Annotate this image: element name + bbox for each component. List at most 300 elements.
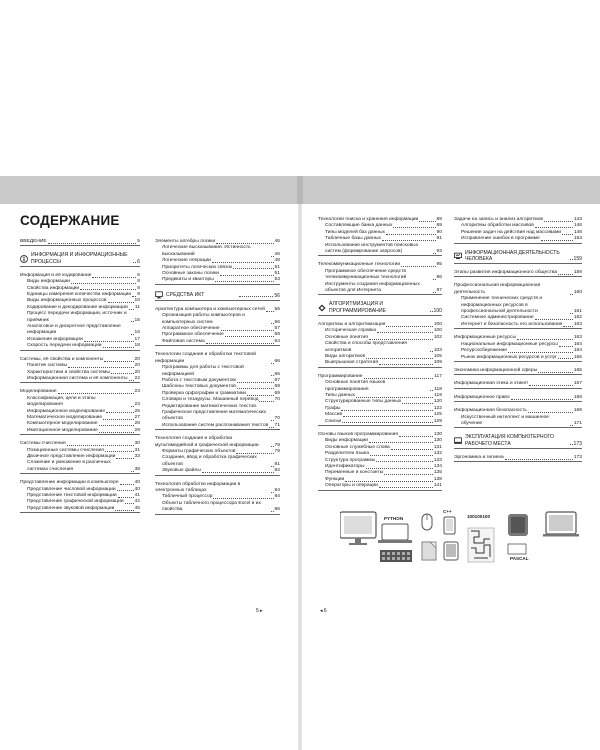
entry-title: Массив [325,412,343,418]
entry-title: Рынок информационных ресурсов и услуг [461,354,557,360]
entry-page: 56 [274,306,280,312]
leader-dots [558,274,573,275]
entry-page: 167 [573,381,582,387]
entry-title: Экономика информационной сферы [454,367,538,373]
entry-title: Технологии поиска и хранения информации [318,217,419,222]
entry-page: 25 [134,408,140,414]
chapter-title: СРЕДСТВА ИКТ [166,291,205,298]
entry-title: Единицы измерения количества информации [27,292,132,298]
entry-title: Сложение и умножение в различных системах счисления [27,460,111,472]
monitor-illustration [340,512,376,545]
leader-dots [118,497,134,498]
entry-page: 67 [274,377,280,383]
entry-page: 6 [137,272,140,278]
leader-dots [379,487,433,488]
leader-dots [562,234,573,235]
leader-dots [111,373,134,374]
entry-title: Использование систем распознавания текстов [162,422,269,428]
entry-page: 125 [433,412,442,418]
entry-title: Основные понятия языков программирования [325,380,386,392]
leader-dots [120,484,134,485]
entry-title: Создание, ввод и обработка графических объектов [162,455,257,467]
leader-dots [376,461,433,462]
entry-page: 161 [573,309,582,315]
toc-chapter-heading [20,252,140,266]
illustration-strip [340,508,585,603]
toc-subentry[interactable] [20,396,140,409]
entry-title: Исправление ошибок в программе [461,236,540,242]
leader-dots [570,313,573,314]
entry-page: 90 [436,229,442,235]
entry-page: 46 [274,239,280,244]
entry-page: 119 [434,392,442,398]
entry-title: Словари и тезаурусы. Машинный перевод [162,397,259,403]
workplace-chapter-icon [454,437,462,445]
info-chapter-icon [20,255,28,263]
entry-title: Кодирование и декодирование информации [27,304,128,310]
entry-title: Представление звуковой информации [27,505,115,511]
toc-chapter-heading [454,250,582,264]
toc-subentry[interactable] [454,322,582,329]
leader-dots [433,253,436,254]
entry-title: Национальные информационные ресурсы [461,341,558,347]
toc-section [454,408,582,428]
leader-dots [341,410,432,411]
toc-section-entry[interactable] [454,270,582,277]
book-fold [298,204,302,750]
entry-title: Математическое моделирование [27,414,103,420]
chapter-page: 159 [573,255,582,262]
python-laptop-illustration [378,516,412,562]
toc-subentry[interactable] [318,269,442,282]
leader-dots [528,412,573,413]
toc-subentry[interactable] [454,355,582,362]
toc-subentry[interactable] [155,468,280,475]
toc-subentry[interactable] [155,313,280,326]
toc-section [318,262,442,295]
entry-page: 159 [573,270,582,276]
toc-section-entry[interactable] [20,239,140,246]
toc-chapter-heading [318,301,442,315]
toc-subentry[interactable] [20,428,140,435]
entry-page: 79 [274,448,280,454]
leader-dots [247,395,274,396]
leader-dots [558,358,573,359]
entry-title: Табличный процессор [162,494,213,500]
leader-dots [202,472,274,473]
entry-title: Проверка орфографии и грамматики [162,390,247,396]
toc-section [318,322,442,368]
leader-dots [99,432,134,433]
toc-subentry[interactable] [454,415,582,429]
entry-page: 23 [134,389,140,395]
toc-subentry[interactable] [155,404,280,423]
toc-section [454,395,582,402]
leader-dots [370,455,433,456]
binary-label: 100100100 [467,514,490,519]
leader-dots [131,321,134,322]
toc-section-entry[interactable] [454,395,582,402]
entry-page: 59 [274,332,280,338]
toc-column-1 [20,239,140,519]
leader-dots [535,227,573,228]
leader-dots [430,390,433,391]
entry-title: Задачи на запись и анализ алгоритмов [454,217,544,222]
leader-dots [517,339,573,340]
entry-title: Эргономика и гигиена [454,454,504,460]
entry-page: 69 [274,390,280,396]
entry-title: Виды информации [27,279,70,285]
entry-page: 143 [573,217,582,222]
toc-subentry[interactable] [20,324,140,337]
toc-section [454,381,582,388]
toc-subentry[interactable] [155,277,280,284]
entry-page: 28 [134,421,140,427]
entry-title: Программное обеспечение [162,332,224,338]
leader-dots [108,302,134,303]
toc-section [454,217,582,244]
toc-subentry[interactable] [318,380,442,393]
chapter-title: ИНФОРМАЦИОННАЯ ДЕЯТЕЛЬНОСТЬ ЧЕЛОВЕКА [465,249,560,262]
entry-title: Разделители языка [325,451,369,457]
leader-dots [379,364,433,365]
toc-chapter-heading [454,434,582,448]
toc-section-entry[interactable] [155,436,280,449]
leader-dots [233,268,273,269]
leader-dots [80,289,136,290]
leader-dots [541,240,573,241]
entry-page: 64 [274,338,280,344]
toc-subentry[interactable] [318,341,442,354]
toc-subentry[interactable] [20,311,140,324]
leader-dots [430,351,433,352]
entry-title: Искусственный интеллект и машинное обучение [461,414,550,426]
leader-dots [505,459,573,460]
page-title: СОДЕРЖАНИЕ [20,213,120,228]
entry-title: Алгоритмы обработки массивов [461,223,534,229]
leader-dots [511,399,573,400]
entry-title: Приоритеты логических связок [162,264,233,270]
leader-dots [369,339,433,340]
entry-page: 103 [433,347,442,353]
entry-title: Редактирование математических текстов. Графическое представление математических объектов [162,403,266,422]
entry-page: 122 [433,405,442,411]
entry-page: 148 [573,229,582,235]
toc-section [20,252,140,266]
entry-title: Информационное право [454,394,510,400]
leader-dots [48,243,137,244]
entry-page: 97 [436,288,442,294]
toc-subentry[interactable] [20,343,140,350]
entry-title: Компьютерное моделирование [27,421,98,427]
entry-page: 146 [573,223,582,229]
leader-dots [99,425,134,426]
toc-section-entry[interactable] [155,482,280,495]
toc-subentry[interactable] [20,376,140,383]
leader-dots [115,510,133,511]
leader-dots [356,397,433,398]
right-page-number: 5 ▸ [256,608,263,614]
entry-page: 38 [134,466,140,472]
entry-title: Логические операции [162,258,211,264]
entry-title: Функции [325,476,345,482]
toc-section [155,436,280,475]
toc-section [20,357,140,384]
leader-dots [271,323,274,324]
entry-title: Историческая справка [325,328,377,334]
entry-title: Информационное моделирование [27,408,106,414]
toc-subentry[interactable] [20,460,140,474]
entry-page: 8 [137,285,140,291]
toc-subentry[interactable] [155,339,280,346]
entry-title: Понятие системы [27,363,68,369]
leader-dots [116,458,133,459]
entry-title: Свойства информации [27,285,80,291]
toc-subentry[interactable] [155,245,280,258]
toc-subentry[interactable] [155,501,280,515]
entry-title: Характеристики и свойства системы [27,369,110,375]
leader-dots [106,412,134,413]
leader-dots [559,346,573,347]
leader-dots [212,262,274,263]
tablet-illustration [543,512,579,537]
leader-dots [131,406,134,407]
leader-dots [237,388,274,389]
algorithm-chapter-icon [318,304,326,312]
chapter-page: 173 [573,440,582,447]
toc-subentry[interactable] [155,423,280,430]
entry-title: Алгоритмы и алгоритмизация [318,321,386,327]
entry-title: Виды информационных процессов [27,298,107,304]
entry-page: 40 [134,486,140,492]
leader-dots [538,372,573,373]
entry-page: 8 [137,279,140,285]
entry-page: 169 [573,408,582,414]
toc-section [454,368,582,375]
entry-page: 11 [134,304,140,310]
entry-title: Логические высказывания. Истинность высказываний [162,245,251,257]
leader-dots [271,256,274,257]
entry-title: Интернет и безопасность его использования [461,321,563,327]
entry-page: 160 [573,289,582,295]
entry-page: 17 [134,336,140,342]
entry-title: Графы [325,405,341,411]
entry-title: Технология создания и обработки мультимедийной и графической информации [155,436,259,448]
leader-dots [271,363,274,364]
leader-dots [535,319,573,320]
leader-dots [433,279,436,280]
toc-subentry[interactable] [318,282,442,296]
entry-title: Программы для работы с текстовой информацией [162,365,244,377]
entry-title: Организация работы компьютеров и компьютерных систем [162,313,245,325]
toc-subentry[interactable] [155,365,280,378]
entry-title: Основные служебные слова [325,444,390,450]
toc-section-entry[interactable] [454,381,582,388]
toc-subentry[interactable] [318,419,442,426]
leader-dots [206,343,274,344]
leader-dots [271,446,274,447]
entry-page: 33 [134,453,140,459]
entry-title: Классификация, цели и этапы моделирования [27,395,96,408]
entry-page: 71 [274,422,280,428]
entry-title: Представление информации в компьютере [20,480,119,486]
toc-subentry[interactable] [155,455,280,468]
leader-dots [129,309,134,310]
leader-dots [433,292,436,293]
toc-subentry[interactable] [318,483,442,490]
leader-dots [402,403,432,404]
entry-page: 129 [433,418,442,424]
entry-page: 100 [433,328,442,334]
entry-page: 96 [436,275,442,281]
entry-title: Технология обработки информации в электронных таблицах [155,481,241,493]
entry-page: 29 [134,427,140,433]
toc-subentry[interactable] [318,243,442,257]
toc-section [454,250,582,264]
leader-dots [269,427,273,428]
pascal-label: PASCAL [510,556,529,561]
leader-dots [386,326,432,327]
leader-dots [67,445,134,446]
entry-title: Шаблоны текстовых документов [162,384,236,390]
entry-title: Представление числовой информации [27,486,116,492]
entry-page: 45 [134,505,140,511]
toc-section-entry[interactable] [454,368,582,375]
leader-dots [105,451,134,452]
toc-section-entry[interactable] [454,283,582,296]
leader-dots [237,382,274,383]
toc-section-entry[interactable] [454,455,582,462]
leader-dots [384,474,433,475]
entry-title: Информация и её кодирование [20,272,92,278]
leader-dots [271,375,274,376]
leader-dots [266,311,274,312]
entry-page: 130 [433,431,442,437]
binary-illustration [467,514,494,562]
entry-title: Применение технических средств и информационных ресурсов в профессиональной деятельности [461,296,543,315]
entry-title: Структура программы [325,457,376,463]
entry-page: 15 [134,317,140,323]
entry-title: Основные законы логики [162,271,220,277]
entry-title: Объекты табличного процессора Excel и их свойства [162,500,261,513]
entry-title: Телекоммуникационные технологии [318,262,401,268]
toc-section-entry[interactable] [155,352,280,365]
entry-title: Свойства и способы представления алгоритмов [325,341,407,353]
leader-dots [225,336,274,337]
cpp-phone-illustration [443,509,458,560]
entry-page: 134 [433,464,442,469]
entry-page: 131 [433,444,442,450]
leader-dots [544,221,573,222]
entry-title: Представление графической информации [27,499,124,505]
entry-title: Операторы и операции [325,483,378,489]
entry-page: 93 [436,249,442,255]
entry-page: 117 [434,373,442,379]
toc-section [155,291,280,301]
entry-title: Позиционные системы счисления [27,447,104,453]
entry-page: 66 [274,358,280,364]
entry-title: Виды информации [325,438,368,444]
chip-illustration [508,514,529,561]
entry-page: 84 [274,488,280,493]
entry-title: Технологии создания и обработки текстовой информации [155,352,257,364]
leader-dots [117,490,134,491]
entry-title: Процесс передачи информации, источник и приёмник [27,311,127,323]
toc-subentry[interactable] [454,236,582,243]
toc-section [20,239,140,246]
toc-section [454,335,582,362]
entry-page: 109 [433,360,442,366]
entry-title: Этапы развития информационного общества [454,270,558,276]
entry-title: Ресурсосбережение [461,348,507,354]
toc-section [454,434,582,448]
leader-dots [213,498,273,499]
toc-section [155,307,280,346]
toc-subentry[interactable] [20,506,140,513]
entry-page: 82 [274,468,280,474]
entry-page: 164 [573,341,582,347]
leader-dots [259,401,273,402]
entry-page: 163 [573,335,582,341]
toc-section [454,270,582,277]
entry-page: 66 [274,371,280,377]
leader-dots [104,361,133,362]
leader-dots [391,449,433,450]
toc-column-4 [454,217,582,468]
leader-dots [220,275,274,276]
leader-dots [131,334,134,335]
leader-dots [103,347,134,348]
leader-dots [345,481,433,482]
entry-title: Системное администрирование [461,315,534,321]
entry-page: 105 [433,353,442,359]
entry-page: 69 [274,384,280,390]
chapter-page: 100 [433,307,442,314]
toc-subentry[interactable] [318,360,442,367]
entry-title: Системы, её свойства и компоненты [20,356,104,362]
entry-title: Аппаратное обеспечение [162,326,220,332]
leader-dots [342,422,433,423]
entry-page: 20 [134,356,140,362]
leader-dots [125,503,134,504]
toc-column-3 [318,217,442,497]
chapter-page: 6 [137,258,140,265]
leader-dots [364,378,434,379]
entry-page: 41 [134,493,140,498]
leader-dots [221,330,274,331]
entry-title: Основные понятия [325,334,368,340]
toc-section [318,374,442,426]
entry-page: 165 [573,367,582,373]
entry-title: Системы счисления [20,441,66,447]
leader-dots [215,281,274,282]
entry-title: Типы моделей баз данных [325,229,385,235]
entry-page: 70 [274,397,280,403]
entry-page: 102 [433,334,442,340]
leader-dots [271,466,274,467]
chapter-title: АЛГОРИТМИЗАЦИЯ И ПРОГРАММИРОВАНИЕ [329,301,386,314]
entry-page: 141 [433,483,442,489]
entry-page: 173 [573,454,582,460]
entry-page: 5 [137,239,140,244]
entry-title: Инструменты создания информационных объектов для Интернета [325,281,420,294]
entry-title: Двоичное представление информации [27,453,116,459]
toc-subentry[interactable] [454,296,582,315]
entry-page: 168 [573,394,582,400]
entry-title: Информационные ресурсы [454,335,516,341]
entry-page: 20 [134,369,140,375]
entry-title: Моделирование [20,389,57,395]
